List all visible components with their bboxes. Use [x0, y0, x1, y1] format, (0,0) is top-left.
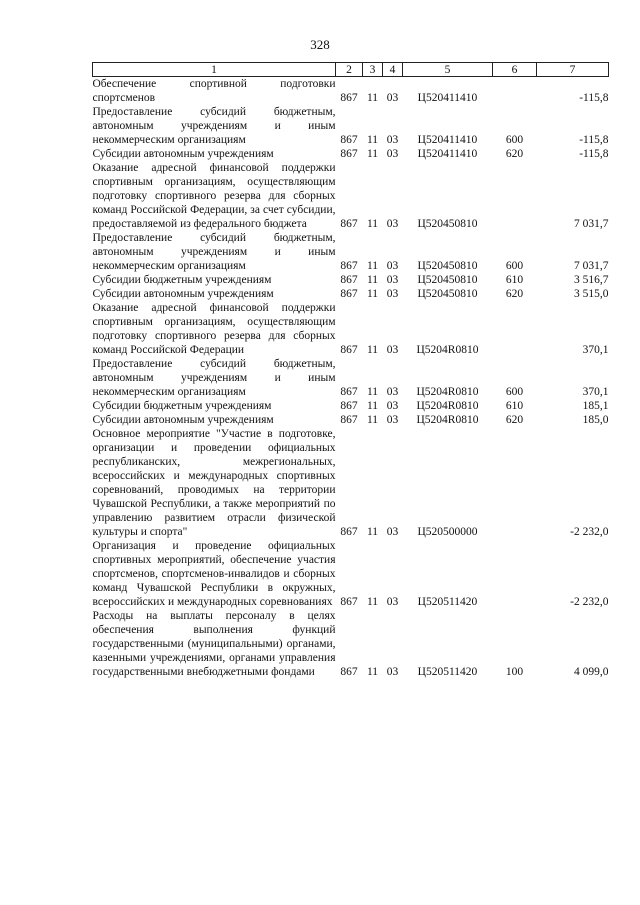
- amount: 370,1: [582, 386, 609, 398]
- target-article: Ц520450810: [417, 288, 478, 300]
- column-header: 1: [93, 63, 336, 77]
- subsection-code: 03: [386, 260, 399, 272]
- target-article: Ц520411410: [417, 148, 478, 160]
- subsection-code: 03: [386, 526, 399, 538]
- expense-type: 610: [505, 400, 524, 412]
- budget-table: [92, 62, 609, 679]
- amount: -2 232,0: [570, 596, 609, 608]
- table-row: [93, 399, 609, 413]
- target-article: Ц520411410: [417, 92, 478, 104]
- table-row: [93, 105, 609, 147]
- admin-code: 867: [340, 274, 358, 286]
- row-name: Обеспечение спортивной подготовки спортсменов: [92, 78, 336, 104]
- row-name: Субсидии бюджетным учреждениям: [92, 400, 272, 412]
- table-row: [93, 77, 609, 106]
- subsection-code: 03: [386, 666, 399, 678]
- expense-type: [493, 77, 537, 106]
- table-row: [93, 231, 609, 273]
- column-header: 2: [336, 63, 363, 77]
- section-code: 11: [366, 260, 379, 272]
- table-row: [93, 273, 609, 287]
- expense-type: [493, 301, 537, 357]
- column-header: 4: [383, 63, 403, 77]
- row-name: Основное мероприятие "Участие в подготовке, организации и проведении официальных республиканских, межрегиональных, всероссийских и международных спортивных соревнований, проводимых на территории Чувашской Республики, а также мероприятий по управлению развитием отрасли физической культуры и спорта": [92, 428, 336, 538]
- admin-code: 867: [340, 344, 358, 356]
- subsection-code: 03: [386, 414, 399, 426]
- subsection-code: 03: [386, 92, 399, 104]
- column-header: 7: [537, 63, 609, 77]
- row-name: Оказание адресной финансовой поддержки спортивным организациям, осуществляющим подготовку спортивного резерва для сборных команд Российской Федерации, за счет субсидии, предоставляемой из федерального бюджета: [92, 162, 336, 230]
- section-code: 11: [366, 134, 379, 146]
- admin-code: 867: [340, 148, 358, 160]
- table-row: [93, 357, 609, 399]
- section-code: 11: [366, 386, 379, 398]
- column-header: 6: [493, 63, 537, 77]
- expense-type: 610: [505, 274, 524, 286]
- amount: 4 099,0: [574, 666, 609, 678]
- section-code: 11: [366, 288, 379, 300]
- admin-code: 867: [340, 386, 358, 398]
- row-name: Оказание адресной финансовой поддержки спортивным организациям, осуществляющим подготовку спортивного резерва для сборных команд Российской Федерации: [92, 302, 336, 356]
- subsection-code: 03: [386, 274, 399, 286]
- column-header: 3: [363, 63, 383, 77]
- section-code: 11: [366, 526, 379, 538]
- admin-code: 867: [340, 218, 358, 230]
- target-article: Ц520450810: [417, 218, 478, 230]
- row-name: Предоставление субсидий бюджетным, автономным учреждениям и иным некоммерческим организациям: [92, 106, 336, 146]
- target-article: Ц520511420: [417, 596, 478, 608]
- table-row: [93, 413, 609, 427]
- admin-code: 867: [340, 526, 358, 538]
- section-code: 11: [366, 92, 379, 104]
- column-header-row: [93, 63, 609, 77]
- row-name: Расходы на выплаты персоналу в целях обеспечения выполнения функций государственными (муниципальными) органами, казенными учреждениями, органами управления государственными внебюджетными фондами: [92, 610, 336, 678]
- expense-type: [493, 427, 537, 539]
- target-article: Ц520450810: [417, 260, 478, 272]
- target-article: Ц5204R0810: [416, 414, 479, 426]
- row-name: Субсидии автономным учреждениям: [92, 148, 274, 160]
- section-code: 11: [366, 666, 379, 678]
- expense-type: 600: [505, 386, 524, 398]
- amount: 185,1: [582, 400, 609, 412]
- amount: 3 515,0: [574, 288, 609, 300]
- target-article: Ц5204R0810: [416, 400, 479, 412]
- expense-type: 620: [505, 288, 524, 300]
- admin-code: 867: [340, 596, 358, 608]
- subsection-code: 03: [386, 134, 399, 146]
- table-row: [93, 147, 609, 161]
- expense-type: 620: [505, 414, 524, 426]
- section-code: 11: [366, 344, 379, 356]
- column-header: 5: [403, 63, 493, 77]
- amount: -115,8: [579, 92, 609, 104]
- amount: -2 232,0: [570, 526, 609, 538]
- amount: 7 031,7: [574, 218, 609, 230]
- admin-code: 867: [340, 134, 358, 146]
- subsection-code: 03: [386, 148, 399, 160]
- row-name: Организация и проведение официальных спортивных мероприятий, обеспечение участия спортсменов, спортсменов-инвалидов и сборных команд Чувашской Республики в окружных, всероссийских и международных соревнованиях: [92, 540, 336, 608]
- target-article: Ц5204R0810: [416, 386, 479, 398]
- expense-type: 100: [505, 666, 524, 678]
- section-code: 11: [366, 274, 379, 286]
- admin-code: 867: [340, 414, 358, 426]
- expense-type: 620: [505, 148, 524, 160]
- table-row: [93, 539, 609, 609]
- target-article: Ц520450810: [417, 274, 478, 286]
- section-code: 11: [366, 414, 379, 426]
- subsection-code: 03: [386, 288, 399, 300]
- amount: 7 031,7: [574, 260, 609, 272]
- target-article: Ц520511420: [417, 666, 478, 678]
- section-code: 11: [366, 400, 379, 412]
- table-row: [93, 161, 609, 231]
- row-name: Субсидии автономным учреждениям: [92, 288, 274, 300]
- expense-type: 600: [505, 134, 524, 146]
- amount: 370,1: [582, 344, 609, 356]
- expense-type: 600: [505, 260, 524, 272]
- row-name: Предоставление субсидий бюджетным, автономным учреждениям и иным некоммерческим организациям: [92, 232, 336, 272]
- row-name: Предоставление субсидий бюджетным, автономным учреждениям и иным некоммерческим организациям: [92, 358, 336, 398]
- table-row: [93, 609, 609, 679]
- page-number: 328: [310, 37, 330, 52]
- amount: -115,8: [579, 134, 609, 146]
- section-code: 11: [366, 218, 379, 230]
- subsection-code: 03: [386, 386, 399, 398]
- expense-type: [493, 539, 537, 609]
- subsection-code: 03: [386, 596, 399, 608]
- table-row: [93, 287, 609, 301]
- section-code: 11: [366, 596, 379, 608]
- expense-type: [493, 161, 537, 231]
- target-article: Ц520411410: [417, 134, 478, 146]
- amount: -115,8: [579, 148, 609, 160]
- admin-code: 867: [340, 92, 358, 104]
- row-name: Субсидии автономным учреждениям: [92, 414, 274, 426]
- amount: 185,0: [582, 414, 609, 426]
- admin-code: 867: [340, 400, 358, 412]
- row-name: Субсидии бюджетным учреждениям: [92, 274, 272, 286]
- admin-code: 867: [340, 288, 358, 300]
- amount: 3 516,7: [574, 274, 609, 286]
- subsection-code: 03: [386, 218, 399, 230]
- subsection-code: 03: [386, 400, 399, 412]
- admin-code: 867: [340, 666, 358, 678]
- target-article: Ц5204R0810: [416, 344, 479, 356]
- section-code: 11: [366, 148, 379, 160]
- target-article: Ц520500000: [417, 526, 478, 538]
- admin-code: 867: [340, 260, 358, 272]
- table-row: [93, 427, 609, 539]
- subsection-code: 03: [386, 344, 399, 356]
- table-row: [93, 301, 609, 357]
